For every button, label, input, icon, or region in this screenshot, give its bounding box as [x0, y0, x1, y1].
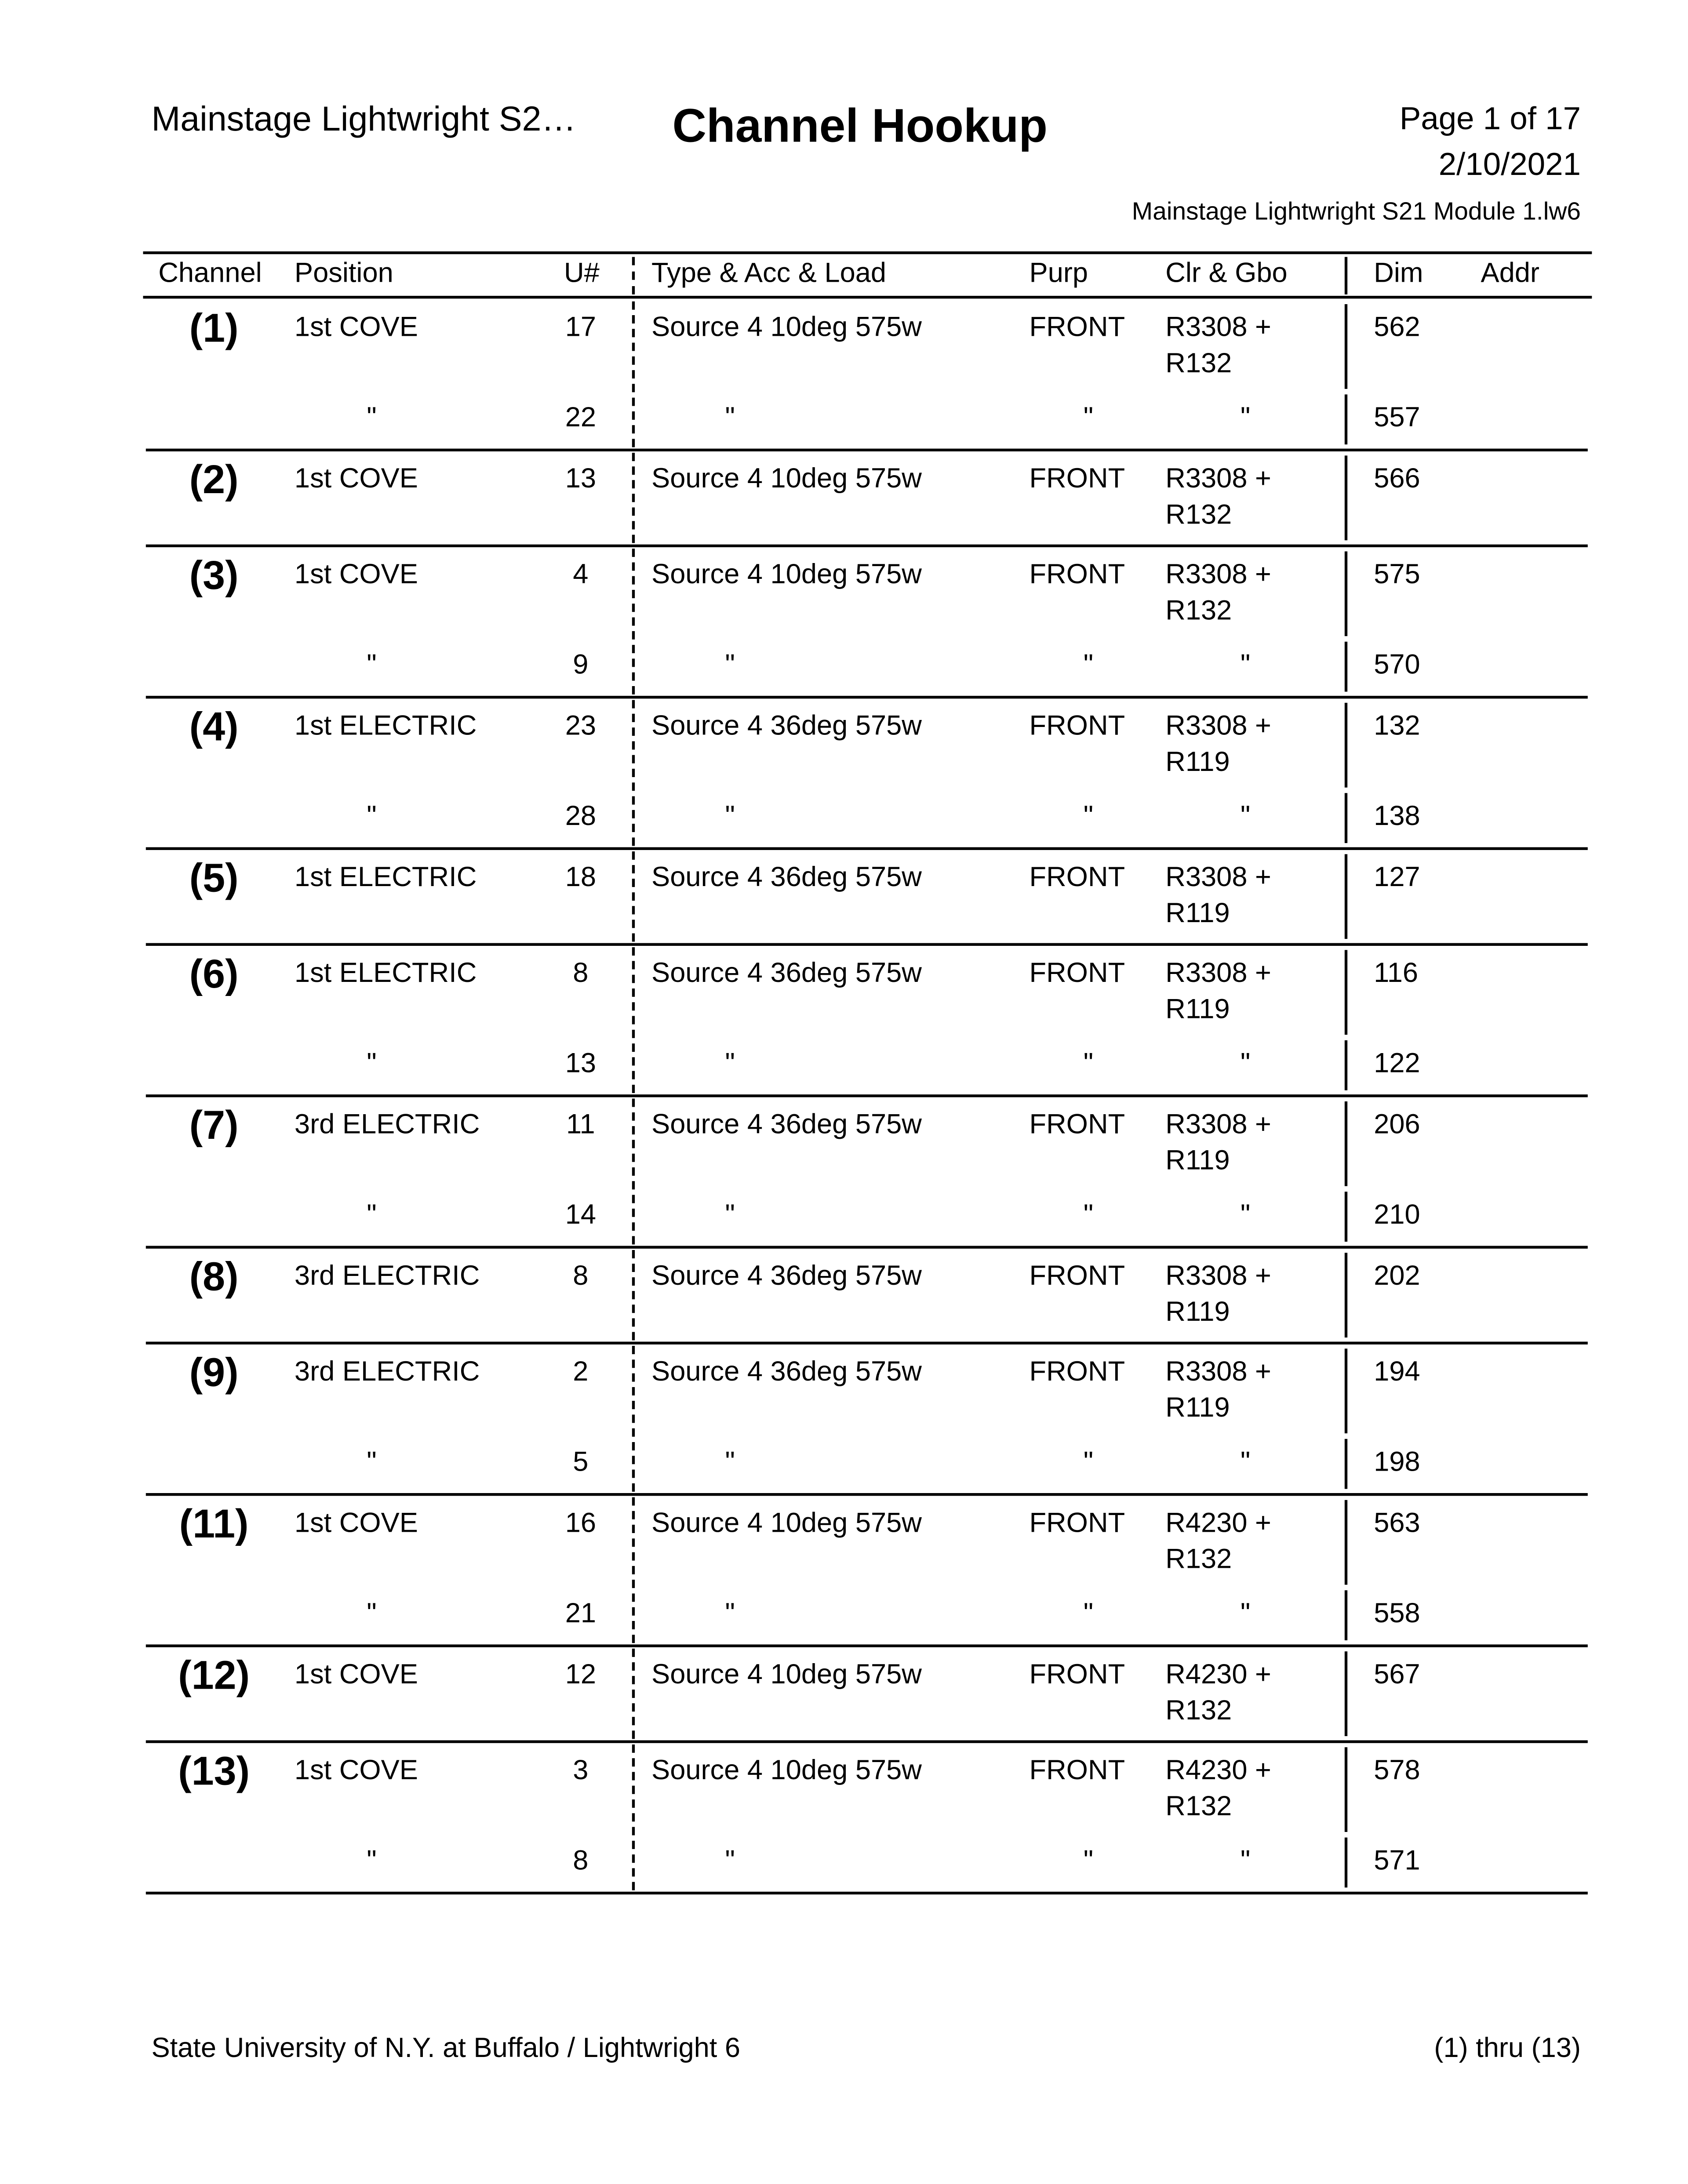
unit-cell: 28: [565, 801, 597, 832]
dimmer-cell: 571: [1374, 1846, 1420, 1877]
unit-cell: 3: [573, 1755, 589, 1786]
show-title: Mainstage Lightwright S2…: [151, 100, 576, 139]
color-cell-line2: R119: [1165, 1393, 1230, 1424]
channel-separator: [146, 1342, 1588, 1345]
dimmer-cell: 127: [1374, 862, 1420, 893]
position-cell: 1st ELECTRIC: [294, 711, 477, 742]
color-cell: ": [1240, 650, 1251, 681]
color-cell: R4230 +: [1165, 1508, 1271, 1539]
color-cell-line2: R132: [1165, 596, 1232, 627]
purpose-cell: FRONT: [1029, 1755, 1125, 1786]
report-title: Channel Hookup: [672, 100, 1048, 153]
purpose-cell: ": [1083, 1048, 1094, 1079]
unit-cell: 8: [573, 1261, 589, 1292]
type-cell: Source 4 36deg 575w: [651, 1109, 922, 1141]
unit-cell: 4: [573, 560, 589, 590]
type-cell: ": [725, 1200, 735, 1231]
dimmer-divider: [1345, 1747, 1347, 1832]
channel-number: (5): [189, 857, 239, 901]
purpose-cell: ": [1083, 403, 1094, 433]
dimmer-cell: 132: [1374, 711, 1420, 742]
type-divider: [632, 1346, 635, 1492]
color-cell: R3308 +: [1165, 464, 1271, 494]
purpose-cell: FRONT: [1029, 1357, 1125, 1388]
position-cell: 3rd ELECTRIC: [294, 1109, 480, 1141]
position-cell: 3rd ELECTRIC: [294, 1261, 480, 1292]
type-cell: ": [725, 1846, 735, 1877]
position-cell: 1st ELECTRIC: [294, 958, 477, 989]
dimmer-divider: [1345, 703, 1347, 788]
unit-cell: 9: [573, 650, 589, 681]
dimmer-divider: [1345, 1101, 1347, 1186]
position-cell: 1st COVE: [294, 1508, 418, 1539]
channel-number: (3): [189, 554, 239, 599]
unit-cell: 21: [565, 1599, 597, 1629]
position-cell: ": [367, 1048, 377, 1079]
purpose-cell: ": [1083, 1447, 1094, 1478]
col-header-color: Clr & Gbo: [1165, 258, 1288, 289]
position-cell: 1st COVE: [294, 1755, 418, 1786]
page-number: Page 1 of 17: [1399, 100, 1581, 136]
dimmer-cell: 138: [1374, 801, 1420, 832]
dimmer-divider: [1345, 1590, 1347, 1640]
footer-channel-range: (1) thru (13): [1434, 2033, 1581, 2064]
color-cell: R4230 +: [1165, 1660, 1271, 1690]
channel-separator: [146, 545, 1588, 547]
dimmer-cell: 566: [1374, 464, 1420, 494]
footer-institution: State University of N.Y. at Buffalo / Lightwright 6: [151, 2033, 741, 2064]
unit-cell: 18: [565, 862, 597, 893]
unit-cell: 14: [565, 1200, 597, 1231]
dimmer-divider: [1345, 793, 1347, 843]
color-cell: R3308 +: [1165, 958, 1271, 989]
unit-cell: 8: [573, 1846, 589, 1877]
channel-separator: [146, 1493, 1588, 1496]
unit-cell: 16: [565, 1508, 597, 1539]
dimmer-divider: [1345, 1838, 1347, 1888]
channel-separator: [146, 696, 1588, 698]
color-cell: R3308 +: [1165, 1109, 1271, 1141]
dimmer-cell: 562: [1374, 313, 1420, 343]
purpose-cell: FRONT: [1029, 862, 1125, 893]
color-cell-line2: R132: [1165, 349, 1232, 379]
position-cell: ": [367, 801, 377, 832]
purpose-cell: FRONT: [1029, 1109, 1125, 1141]
color-cell: R3308 +: [1165, 1261, 1271, 1292]
dimmer-cell: 570: [1374, 650, 1420, 681]
purpose-cell: FRONT: [1029, 958, 1125, 989]
color-cell: ": [1240, 1048, 1251, 1079]
channel-number: (9): [189, 1351, 239, 1396]
color-cell: R3308 +: [1165, 313, 1271, 343]
type-cell: ": [725, 1599, 735, 1629]
type-cell: ": [725, 1447, 735, 1478]
channel-separator: [146, 847, 1588, 850]
color-cell: R4230 +: [1165, 1755, 1271, 1786]
purpose-cell: FRONT: [1029, 1660, 1125, 1690]
dimmer-divider: [1345, 1651, 1347, 1736]
dimmer-divider: [1345, 950, 1347, 1035]
dimmer-divider: [1345, 642, 1347, 692]
purpose-cell: FRONT: [1029, 313, 1125, 343]
dimmer-cell: 194: [1374, 1357, 1420, 1388]
dimmer-cell: 567: [1374, 1660, 1420, 1690]
position-cell: ": [367, 1846, 377, 1877]
color-cell: ": [1240, 1447, 1251, 1478]
dimmer-cell: 198: [1374, 1447, 1420, 1478]
header-dashed-divider: [632, 257, 635, 294]
type-cell: Source 4 10deg 575w: [651, 1755, 922, 1786]
position-cell: 1st COVE: [294, 1660, 418, 1690]
dimmer-divider: [1345, 1253, 1347, 1337]
position-cell: 1st COVE: [294, 560, 418, 590]
color-cell-line2: R119: [1165, 898, 1230, 930]
channel-number: (12): [178, 1654, 250, 1699]
type-cell: Source 4 36deg 575w: [651, 1357, 922, 1388]
dimmer-cell: 557: [1374, 403, 1420, 433]
position-cell: 1st COVE: [294, 464, 418, 494]
position-cell: 1st ELECTRIC: [294, 862, 477, 893]
color-cell-line2: R132: [1165, 500, 1232, 531]
channel-number: (6): [189, 952, 239, 997]
position-cell: ": [367, 1599, 377, 1629]
color-cell: R3308 +: [1165, 711, 1271, 742]
unit-cell: 8: [573, 958, 589, 989]
position-cell: ": [367, 1447, 377, 1478]
unit-cell: 13: [565, 1048, 597, 1079]
type-cell: Source 4 10deg 575w: [651, 560, 922, 590]
channel-number: (2): [189, 458, 239, 503]
unit-cell: 5: [573, 1447, 589, 1478]
type-cell: ": [725, 403, 735, 433]
channel-separator: [146, 1094, 1588, 1097]
channel-number: (8): [189, 1255, 239, 1300]
unit-cell: 11: [566, 1109, 595, 1141]
dimmer-divider: [1345, 394, 1347, 444]
color-cell: R3308 +: [1165, 560, 1271, 590]
purpose-cell: ": [1083, 650, 1094, 681]
dimmer-cell: 122: [1374, 1048, 1420, 1079]
dimmer-divider: [1345, 854, 1347, 939]
purpose-cell: FRONT: [1029, 1508, 1125, 1539]
type-cell: ": [725, 1048, 735, 1079]
channel-separator: [146, 1246, 1588, 1249]
dimmer-divider: [1345, 1348, 1347, 1433]
color-cell-line2: R119: [1165, 994, 1230, 1025]
header-bottom-rule: [143, 296, 1592, 298]
type-cell: Source 4 10deg 575w: [651, 464, 922, 494]
type-divider: [632, 1099, 635, 1245]
color-cell-line2: R132: [1165, 1544, 1232, 1575]
type-divider: [632, 700, 635, 846]
position-cell: ": [367, 650, 377, 681]
channel-separator: [146, 1644, 1588, 1647]
position-cell: 3rd ELECTRIC: [294, 1357, 480, 1388]
dimmer-cell: 578: [1374, 1755, 1420, 1786]
report-date: 2/10/2021: [1438, 145, 1581, 182]
channel-number: (4): [189, 705, 239, 750]
type-cell: ": [725, 650, 735, 681]
dimmer-cell: 206: [1374, 1109, 1420, 1141]
dimmer-cell: 575: [1374, 560, 1420, 590]
dimmer-divider: [1345, 1500, 1347, 1585]
channel-number: (11): [179, 1503, 249, 1548]
dimmer-cell: 202: [1374, 1261, 1420, 1292]
unit-cell: 23: [565, 711, 597, 742]
dimmer-cell: 558: [1374, 1599, 1420, 1629]
position-cell: ": [367, 403, 377, 433]
channel-number: (13): [178, 1750, 250, 1795]
type-cell: Source 4 36deg 575w: [651, 1261, 922, 1292]
type-divider: [632, 302, 635, 447]
unit-cell: 17: [565, 313, 597, 343]
purpose-cell: FRONT: [1029, 1261, 1125, 1292]
purpose-cell: FRONT: [1029, 560, 1125, 590]
col-header-purpose: Purp: [1029, 258, 1088, 289]
color-cell-line2: R132: [1165, 1696, 1232, 1726]
type-cell: Source 4 36deg 575w: [651, 862, 922, 893]
dimmer-cell: 563: [1374, 1508, 1420, 1539]
type-divider: [632, 1744, 635, 1890]
type-divider: [632, 947, 635, 1093]
type-cell: Source 4 10deg 575w: [651, 1508, 922, 1539]
type-divider: [632, 851, 635, 941]
channel-separator: [146, 943, 1588, 946]
dimmer-cell: 116: [1374, 958, 1419, 989]
type-cell: ": [725, 801, 735, 832]
position-cell: 1st COVE: [294, 313, 418, 343]
type-cell: Source 4 10deg 575w: [651, 1660, 922, 1690]
unit-cell: 22: [565, 403, 597, 433]
purpose-cell: ": [1083, 1200, 1094, 1231]
unit-cell: 2: [573, 1357, 589, 1388]
type-divider: [632, 1649, 635, 1739]
type-cell: Source 4 10deg 575w: [651, 313, 922, 343]
type-divider: [632, 549, 635, 694]
purpose-cell: FRONT: [1029, 464, 1125, 494]
color-cell: ": [1240, 1846, 1251, 1877]
type-divider: [632, 1250, 635, 1340]
channel-separator: [146, 1740, 1588, 1743]
purpose-cell: FRONT: [1029, 711, 1125, 742]
col-header-unit: U#: [564, 258, 600, 289]
unit-cell: 12: [565, 1660, 597, 1690]
color-cell-line2: R119: [1165, 1146, 1230, 1177]
color-cell-line2: R119: [1165, 1297, 1230, 1328]
type-divider: [632, 453, 635, 543]
color-cell: ": [1240, 1599, 1251, 1629]
col-header-dimmer: Dim: [1374, 258, 1423, 289]
type-divider: [632, 1497, 635, 1643]
purpose-cell: ": [1083, 1599, 1094, 1629]
dimmer-divider: [1345, 1192, 1347, 1242]
color-cell: ": [1240, 801, 1251, 832]
color-cell-line2: R132: [1165, 1792, 1232, 1822]
color-cell: ": [1240, 1200, 1251, 1231]
channel-number: (1): [189, 307, 239, 352]
header-top-rule: [143, 251, 1592, 254]
file-name: Mainstage Lightwright S21 Module 1.lw6: [1131, 197, 1581, 225]
color-cell: ": [1240, 403, 1251, 433]
dimmer-divider: [1345, 304, 1347, 389]
color-cell: R3308 +: [1165, 862, 1271, 893]
channel-separator: [146, 449, 1588, 451]
dimmer-divider: [1345, 455, 1347, 540]
type-cell: Source 4 36deg 575w: [651, 958, 922, 989]
dimmer-cell: 210: [1374, 1200, 1420, 1231]
purpose-cell: ": [1083, 1846, 1094, 1877]
color-cell: R3308 +: [1165, 1357, 1271, 1388]
channel-separator: [146, 1892, 1588, 1894]
dimmer-divider: [1345, 1040, 1347, 1090]
header-solid-divider: [1345, 257, 1347, 294]
col-header-type: Type & Acc & Load: [651, 258, 887, 289]
unit-cell: 13: [565, 464, 597, 494]
type-cell: Source 4 36deg 575w: [651, 711, 922, 742]
position-cell: ": [367, 1200, 377, 1231]
purpose-cell: ": [1083, 801, 1094, 832]
col-header-position: Position: [294, 258, 393, 289]
channel-number: (7): [189, 1104, 239, 1149]
col-header-channel: Channel: [158, 258, 262, 289]
dimmer-divider: [1345, 552, 1347, 636]
col-header-address: Addr: [1481, 258, 1540, 289]
color-cell-line2: R119: [1165, 747, 1230, 778]
dimmer-divider: [1345, 1439, 1347, 1489]
